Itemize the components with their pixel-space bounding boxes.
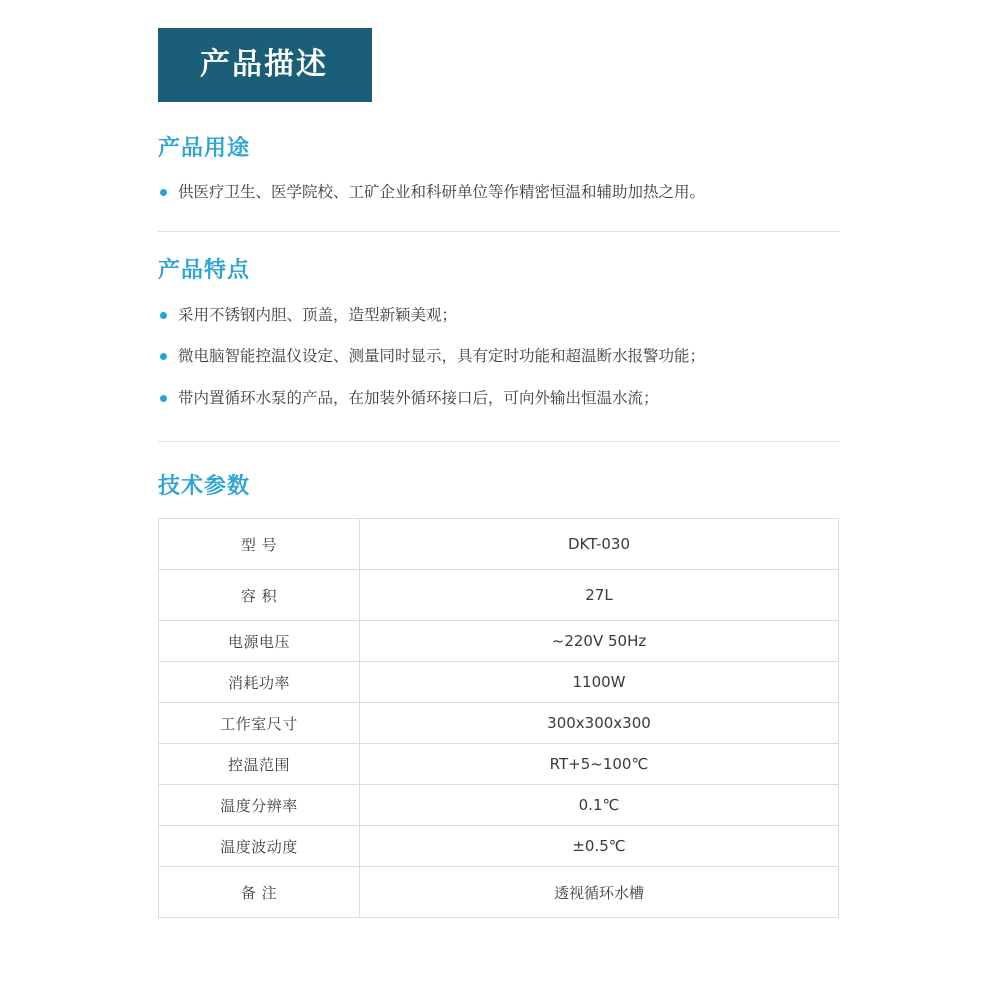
list-item (158, 386, 840, 411)
list-item (158, 303, 840, 328)
bullet-dot-icon (160, 353, 167, 360)
spec-value: DKT-030 (360, 519, 839, 570)
spec-key: 工作室尺寸 (159, 703, 360, 744)
spec-value: 300x300x300 (360, 703, 839, 744)
list-item (158, 344, 840, 369)
list-item-text: 带内置循环水泵的产品，在加装外循环接口后，可向外输出恒温水流； (178, 389, 659, 408)
section-title-usage: 产品用途 (158, 136, 251, 161)
features-bullet-list (158, 303, 840, 411)
list-item-text: 供医疗卫生、医学院校、工矿企业和科研单位等作精密恒温和辅助加热之用。 (178, 183, 706, 202)
usage-bullet-list (158, 180, 840, 205)
section-title-specs: 技术参数 (158, 473, 251, 499)
section-product-features (158, 258, 840, 411)
spec-value: 1100W (360, 662, 839, 703)
spec-key: 温度分辨率 (159, 785, 360, 826)
table-row (159, 826, 839, 867)
spec-value: 0.1℃ (360, 785, 839, 826)
page-title-banner: 产品描述 (158, 28, 372, 102)
section-title-features: 产品特点 (158, 258, 251, 284)
table-row (159, 867, 839, 918)
table-row (159, 662, 839, 703)
table-row (159, 621, 839, 662)
section-technical-parameters (158, 474, 840, 918)
list-item-text: 微电脑智能控温仪设定、测量同时显示，具有定时功能和超温断水报警功能； (178, 347, 706, 366)
spec-key: 控温范围 (159, 744, 360, 785)
table-row (159, 570, 839, 621)
spec-key: 消耗功率 (159, 662, 360, 703)
spec-value: ~220V 50Hz (360, 621, 839, 662)
table-row (159, 703, 839, 744)
spec-key: 温度波动度 (159, 826, 360, 867)
bullet-dot-icon (160, 312, 167, 319)
bullet-dot-icon (160, 395, 167, 402)
spec-key: 容 积 (159, 570, 360, 621)
section-product-usage (158, 136, 840, 205)
spec-key: 电源电压 (159, 621, 360, 662)
page-bottom-spacer (158, 918, 840, 958)
specifications-table (158, 518, 839, 918)
list-item (158, 180, 840, 205)
table-row (159, 785, 839, 826)
table-row (159, 744, 839, 785)
list-item-text: 采用不锈钢内胆、顶盖，造型新颖美观； (178, 305, 458, 324)
bullet-dot-icon (160, 189, 167, 196)
spec-value: 透视循环水槽 (360, 867, 839, 918)
table-row (159, 519, 839, 570)
spec-value: 27L (360, 570, 839, 621)
divider (158, 441, 840, 442)
divider (158, 231, 840, 232)
spec-key: 备 注 (159, 867, 360, 918)
spec-key: 型 号 (159, 519, 360, 570)
spec-value: ±0.5℃ (360, 826, 839, 867)
spec-value: RT+5~100℃ (360, 744, 839, 785)
